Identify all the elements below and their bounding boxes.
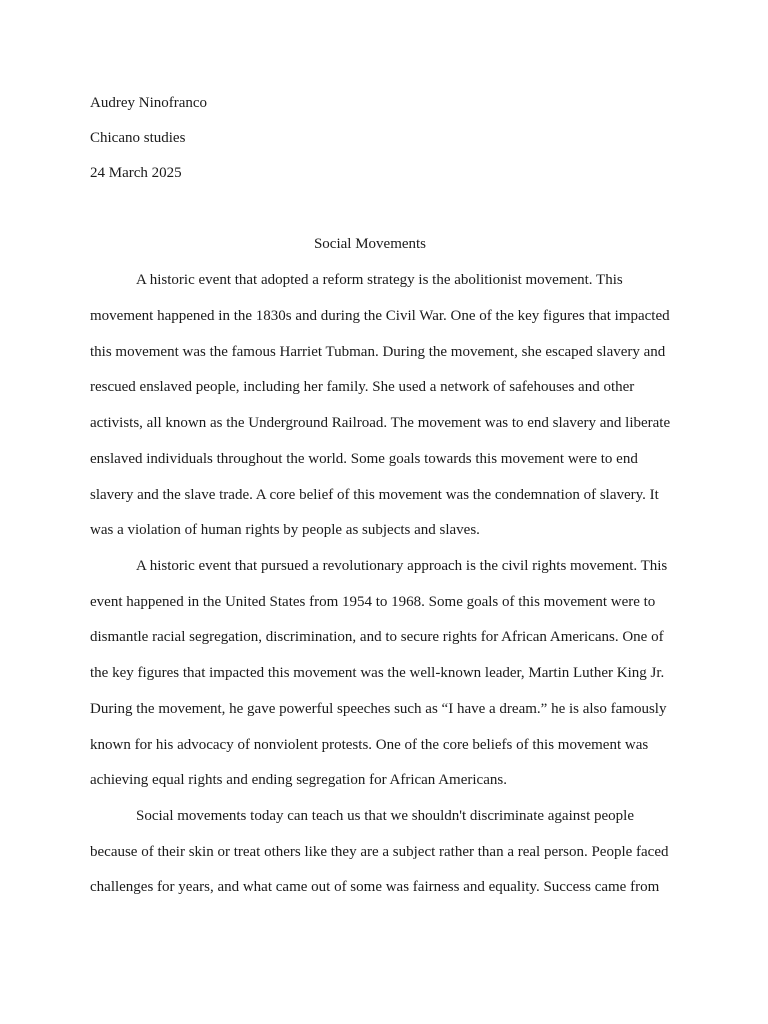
body-line: A historic event that pursued a revolutionary approach is the civil rights movement. This: [136, 558, 668, 574]
body-line: event happened in the United States from 1954 to 1968. Some goals of this movement were to: [90, 594, 656, 610]
body-line: activists, all known as the Underground Railroad. The movement was to end slavery and liberate: [90, 415, 671, 431]
body-line: was a violation of human rights by people as subjects and slaves.: [90, 522, 480, 538]
document-title: Social Movements: [313, 236, 427, 252]
body-line: challenges for years, and what came out of some was fairness and equality. Success came from: [90, 879, 660, 895]
body-line: this movement was the famous Harriet Tubman. During the movement, she escaped slavery and: [90, 344, 666, 360]
body-line: Social movements today can teach us that we shouldn't discriminate against people: [136, 808, 634, 824]
document-date: 24 March 2025: [90, 165, 182, 181]
course-name: Chicano studies: [90, 130, 186, 146]
body-line: A historic event that adopted a reform strategy is the abolitionist movement. This: [136, 272, 623, 288]
author-name: Audrey Ninofranco: [90, 95, 208, 111]
body-line: enslaved individuals throughout the world. Some goals towards this movement were to end: [90, 451, 638, 467]
body-line: the key figures that impacted this movement was the well-known leader, Martin Luther King Jr.: [90, 665, 665, 681]
body-line: achieving equal rights and ending segregation for African Americans.: [90, 772, 507, 788]
body-line: slavery and the slave trade. A core belief of this movement was the condemnation of slavery. It: [90, 487, 659, 503]
body-line: During the movement, he gave powerful speeches such as “I have a dream.” he is also famously: [90, 701, 667, 717]
body-line: movement happened in the 1830s and during the Civil War. One of the key figures that impacted: [90, 308, 670, 324]
body-line: because of their skin or treat others like they are a subject rather than a real person. People faced: [90, 844, 669, 860]
body-line: known for his advocacy of nonviolent protests. One of the core beliefs of this movement was: [90, 737, 649, 753]
body-line: dismantle racial segregation, discrimination, and to secure rights for African Americans. One of: [90, 629, 664, 645]
body-line: rescued enslaved people, including her family. She used a network of safehouses and other: [90, 379, 635, 395]
